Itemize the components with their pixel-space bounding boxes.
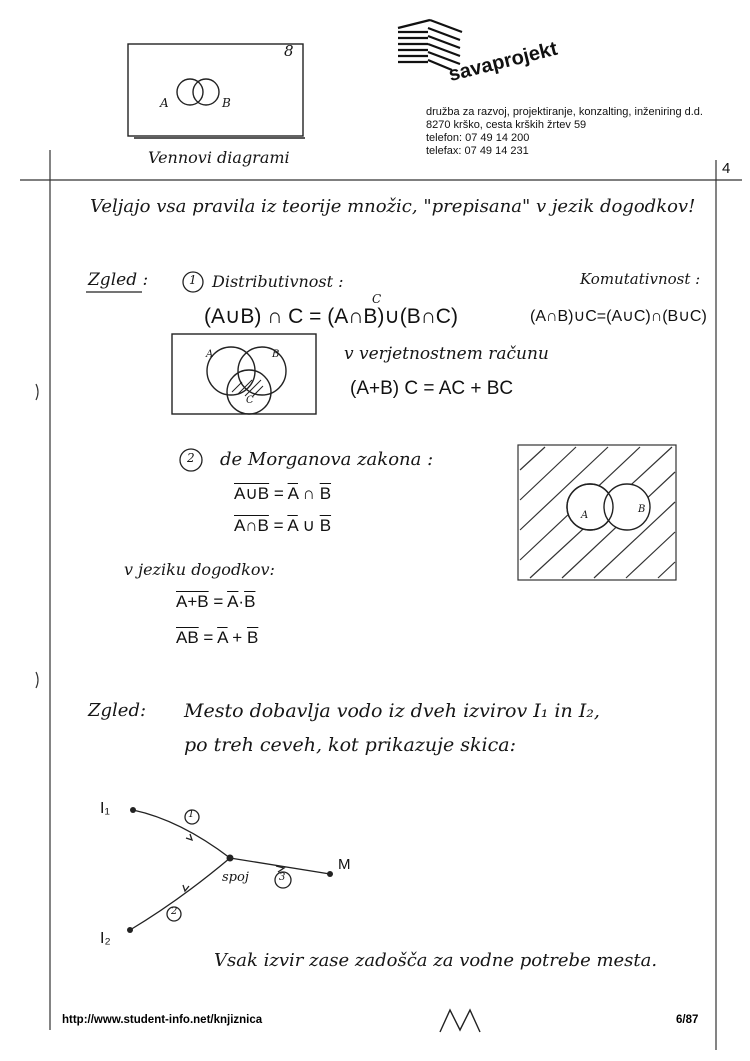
de-morgan-1-eq: = (273, 484, 284, 503)
venn-distributive (172, 334, 316, 414)
event-2-rhs-a: $\overline{A}$ (217, 628, 228, 647)
company-phone: telefon: 07 49 14 200 (426, 132, 530, 144)
venn-de-morgan (518, 445, 676, 580)
events-label: v jeziku dogodkov: (124, 560, 275, 579)
de-morgan-1-rhs-b: $\overline{B}$ (319, 484, 332, 503)
de-morgan-2-eq: = (273, 516, 284, 535)
de-morgan-law-2 (234, 516, 331, 536)
event-law-1 (176, 592, 255, 612)
example2-label: Zgled: (88, 700, 147, 721)
event-1-rhs-b: $\overline{B}$ (244, 592, 256, 611)
event-1-rhs-a: $\overline{A}$ (227, 592, 239, 611)
venn2-label-a: A (206, 349, 214, 360)
pipe-1-label: 1 (188, 809, 195, 820)
company-name: savaprojekt (446, 37, 560, 87)
example1-label: Zgled : (88, 270, 149, 290)
event-1-rhs-op: · (238, 592, 245, 611)
footer-url-link[interactable]: http://www.student-info.net/knjiznica (62, 1014, 263, 1026)
venn3-label-a: A (581, 510, 589, 521)
item1-title: Distributivnost : (212, 272, 344, 291)
venn3-label-b: B (638, 504, 646, 515)
header-venn-frame (128, 44, 305, 138)
probability-label: v verjetnostnem računu (344, 344, 549, 364)
company-line1: družba za razvoj, projektiranje, konzalting, inženiring d.d. (426, 106, 703, 118)
pipe-3-label: 3 (279, 872, 286, 883)
company-fax: telefax: 07 49 14 231 (426, 145, 529, 157)
distributive-formula: (A∪B) ∩ C = (A∩B)∪(B∩C) (204, 305, 458, 328)
commutative-formula: (A∩B)∪C=(A∪C)∩(B∪C) (530, 308, 707, 325)
pipe-2-label: 2 (171, 906, 178, 917)
event-1-lhs: A+B (176, 592, 209, 611)
de-morgan-1-rhs-op: ∩ (302, 484, 315, 503)
event-1-eq: = (213, 592, 224, 611)
de-morgan-1-lhs: A∪B (234, 484, 270, 503)
company-line2: 8270 krško, cesta krških žrtev 59 (426, 119, 587, 131)
item2-title: de Morganova zakona : (220, 449, 434, 470)
header-venn-label-b: B (222, 96, 231, 110)
header-venn-label-a: A (160, 96, 169, 110)
event-2-rhs-op: + (232, 628, 243, 647)
pipe-city-m: M (338, 856, 351, 873)
company-address (426, 106, 703, 158)
de-morgan-1-rhs-a: $\overline{A}$ (287, 484, 298, 503)
event-law-2 (176, 628, 258, 648)
de-morgan-2-rhs-a: $\overline{A}$ (287, 516, 298, 535)
pipe-source-i2: I₂ (100, 930, 111, 947)
page-title: Vennovi diagrami (148, 148, 290, 167)
event-2-eq: = (203, 628, 214, 647)
item1-mark-c: C (372, 292, 382, 306)
venn2-label-c: C (246, 395, 254, 406)
intro-sentence: Veljajo vsa pravila iz teorije množic, "prepisana" v jezik dogodkov! (90, 196, 696, 217)
footer-page-count: 6/87 (676, 1014, 699, 1026)
probability-formula: (A+B) C = AC + BC (350, 378, 514, 399)
de-morgan-law-1 (234, 484, 331, 504)
margin-ticks (36, 384, 38, 688)
example2-line2: po treh ceveh, kot prikazuje skica: (184, 734, 516, 756)
example2-line1: Mesto dobavlja vodo iz dveh izvirov I₁ in I₂, (184, 700, 600, 722)
header-corner-mark: 8 (284, 42, 294, 60)
de-morgan-2-rhs-b: $\overline{B}$ (319, 516, 332, 535)
event-2-lhs: $\overline{AB}$ (176, 628, 199, 647)
event-2-rhs-b: $\overline{B}$ (246, 628, 259, 647)
final-sentence: Vsak izvir zase zadošča za vodne potrebe mesta. (214, 950, 658, 971)
venn2-label-b: B (272, 349, 280, 360)
de-morgan-2-lhs: A∩B (234, 516, 269, 535)
de-morgan-2-rhs-op: ∪ (302, 516, 315, 535)
commutative-title: Komutativnost : (580, 270, 701, 288)
item1-number: 1 (189, 273, 197, 287)
page-number: 4 (722, 160, 731, 177)
item2-number: 2 (187, 451, 195, 465)
pipe-junction-label: spoj (222, 870, 249, 885)
signature-mark (440, 1010, 480, 1032)
pipe-source-i1: I₁ (100, 800, 110, 817)
